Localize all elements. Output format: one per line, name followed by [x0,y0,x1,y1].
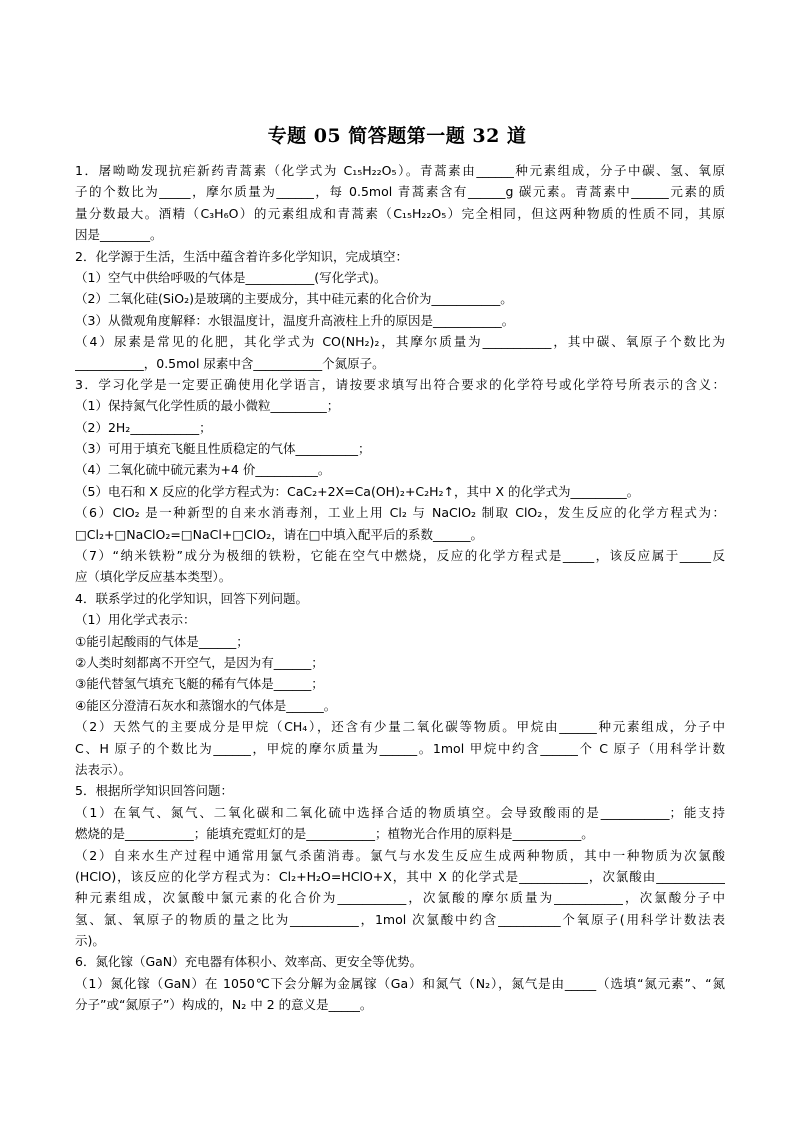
document-title: 专题 05 简答题第一题 32 道 [267,125,527,147]
text-line: 5．根据所学知识回答问题： [75,783,233,799]
text-line: （1）空气中供给呼吸的气体是___________(写化学式)。 [75,269,387,285]
text-line: 6．氮化镓（GaN）充电器有体积小、效率高、更安全等优势。 [75,954,423,970]
text-line: 分子”或“氮原子”）构成的，N₂ 中 2 的意义是_____。 [75,997,373,1013]
text-line: ④能区分澄清石灰水和蒸馏水的气体是______。 [75,697,337,713]
text-line: （1）保持氮气化学性质的最小微粒_________； [75,398,340,414]
text-line: （7）“纳米铁粉”成分为极细的铁粉，它能在空气中燃烧，反应的化学方程式是_____，该反应属于_____反 [75,548,725,564]
text-line: ①能引起酸雨的气体是______； [75,633,249,649]
text-line: □Cl₂+□NaClO₂=□NaCl+□ClO₂，请在□中填入配平后的系数______。 [75,526,484,542]
document-body [75,160,725,1016]
text-line: C、H 原子的个数比为______，甲烷的摩尔质量为______。1mol 甲烷中约含______个 C 原子（用科学计数 [75,740,725,756]
text-line: （2）2H₂___________； [75,419,212,435]
text-line: 子的个数比为_____，摩尔质量为______，每 0.5mol 青蒿素含有______g 碳元素。青蒿素中______元素的质 [75,184,725,200]
text-line: 示)。 [75,933,105,949]
text-line: 种元素组成，次氯酸中氯元素的化合价为___________，次氯酸的摩尔质量为___________，次氯酸分子中 [75,890,725,906]
text-line: ③能代替氢气填充飞艇的稀有气体是______； [75,676,324,692]
text-line: （2）自来水生产过程中通常用氯气杀菌消毒。氯气与水发生反应生成两种物质，其中一种物质为次氯酸 [75,847,725,863]
text-line: （2）二氧化硅(SiO₂)是玻璃的主要成分，其中硅元素的化合价为___________。 [75,291,513,307]
text-line: 法表示）。 [75,761,132,777]
text-line: ___________，0.5mol 尿素中含___________个氮原子。 [75,355,385,371]
text-line: ②人类时刻都离不开空气，是因为有______； [75,654,324,670]
text-line: （6）ClO₂ 是一种新型的自来水消毒剂，工业上用 Cl₂ 与 NaClO₂ 制取 ClO₂，发生反应的化学方程式为： [75,505,725,521]
text-line: (HClO)，该反应的化学方程式为：Cl₂+H₂O=HClO+X，其中 X 的化学式是___________，次氯酸由___________ [75,868,725,884]
text-line: 应（填化学反应基本类型）。 [75,569,232,585]
text-line: （1）在氧气、氮气、二氧化碳和二氧化硫中选择合适的物质填空。会导致酸雨的是___________；能支持 [75,804,725,820]
text-line: 3．学习化学是一定要正确使用化学语言，请按要求填写出符合要求的化学符号或化学符号所表示的含义： [75,376,725,392]
text-line: 因是________。 [75,227,163,243]
text-line: 氢、氯、氧原子的物质的量之比为___________，1mol 次氯酸中约含__________个氧原子(用科学计数法表 [75,911,725,927]
text-line: 1．屠呦呦发现抗疟新药青蒿素（化学式为 C₁₅H₂₂O₅）。青蒿素由______种元素组成，分子中碳、氢、氧原 [75,163,725,178]
text-line: （1）氮化镓（GaN）在 1050℃下会分解为金属镓（Ga）和氮气（N₂），氮气是由_____（选填“氮元素”、“氮 [75,975,725,991]
text-line: （2）天然气的主要成分是甲烷（CH₄），还含有少量二氧化碳等物质。甲烷由______种元素组成，分子中 [75,719,725,735]
text-line: 燃烧的是___________；能填充霓虹灯的是___________；植物光合作用的原料是___________。 [75,826,594,842]
text-line: （3）从微观角度解释：水银温度计，温度升高液柱上升的原因是___________。 [75,312,515,328]
text-line: 4．联系学过的化学知识，回答下列问题。 [75,590,308,606]
text-line: （1）用化学式表示： [75,612,196,628]
text-line: （3）可用于填充飞艇且性质稳定的气体__________； [75,441,371,457]
text-line: （4）尿素是常见的化肥，其化学式为 CO(NH₂)₂，其摩尔质量为___________，其中碳、氧原子个数比为 [75,334,725,350]
text-line: （5）电石和 X 反应的化学方程式为：CaC₂+2X=Ca(OH)₂+C₂H₂↑，其中 X 的化学式为_________。 [75,483,640,499]
text-line: 2．化学源于生活，生活中蕴含着许多化学知识，完成填空： [75,248,408,264]
text-line: （4）二氧化硫中硫元素为+4 价__________。 [75,462,331,478]
text-line: 量分数最大。酒精（C₃H₆O）的元素组成和青蒿素（C₁₅H₂₂O₅）完全相同，但这两种物质的性质不同，其原 [75,205,725,221]
